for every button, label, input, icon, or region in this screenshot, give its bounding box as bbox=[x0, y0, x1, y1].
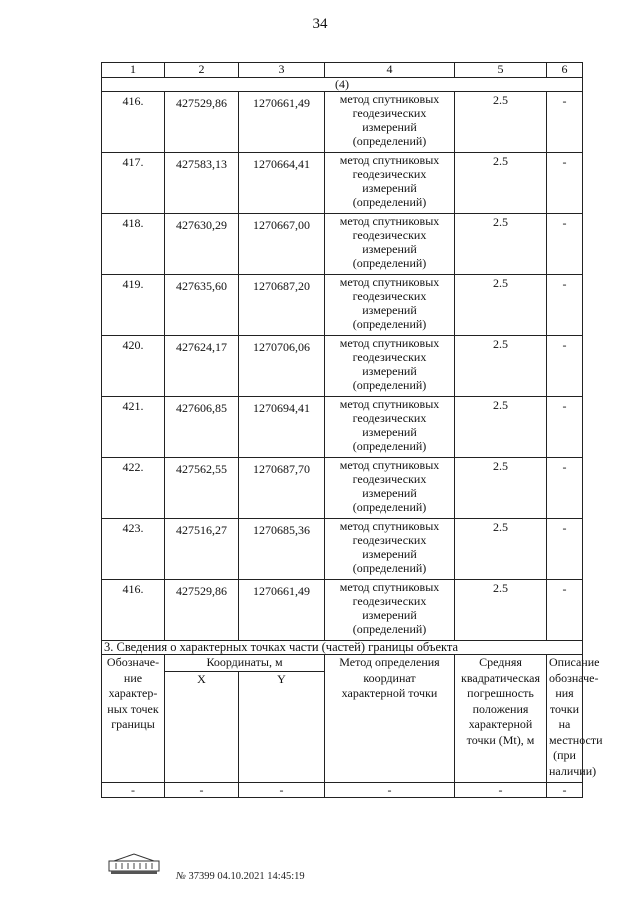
coord-x: 427635,60 bbox=[165, 275, 239, 336]
header-description-line: ния точки bbox=[549, 686, 580, 716]
table-row bbox=[102, 397, 583, 458]
method-cell bbox=[325, 336, 455, 397]
method-cell-line: геодезических bbox=[352, 106, 427, 120]
method-cell-line: измерений bbox=[362, 181, 417, 195]
error-value: 2.5 bbox=[455, 458, 547, 519]
method-cell-line: геодезических bbox=[352, 533, 427, 547]
coord-y: 1270685,36 bbox=[239, 519, 325, 580]
header-description-line: Описание bbox=[549, 655, 600, 669]
method-cell-line: геодезических bbox=[352, 167, 427, 181]
method-cell bbox=[325, 458, 455, 519]
col-number-4: 4 bbox=[325, 63, 455, 78]
method-cell-line: измерений bbox=[362, 242, 417, 256]
error-value: 2.5 bbox=[455, 153, 547, 214]
header-designation-line: границы bbox=[111, 717, 155, 731]
page-number: 34 bbox=[312, 16, 328, 32]
method-cell-line: (определений) bbox=[352, 500, 427, 514]
coord-x: 427630,29 bbox=[165, 214, 239, 275]
empty-cell: - bbox=[239, 782, 325, 797]
section-title: 3. Сведения о характерных точках части (частей) границы объекта bbox=[102, 641, 583, 655]
coord-y: 1270664,41 bbox=[239, 153, 325, 214]
method-cell-line: (определений) bbox=[352, 561, 427, 575]
column-number-row bbox=[102, 63, 583, 78]
method-cell-line: метод спутниковых bbox=[339, 336, 440, 350]
header-designation-line: ние bbox=[123, 670, 143, 685]
document-stamp-line bbox=[176, 871, 305, 882]
table-row bbox=[102, 92, 583, 153]
empty-cell: - bbox=[325, 782, 455, 797]
empty-cell: - bbox=[455, 782, 547, 797]
description-value: - bbox=[547, 519, 583, 580]
coord-y: 1270694,41 bbox=[239, 397, 325, 458]
method-cell bbox=[325, 519, 455, 580]
coord-x: 427583,13 bbox=[165, 153, 239, 214]
coord-y: 1270687,20 bbox=[239, 275, 325, 336]
point-number: 418. bbox=[102, 214, 165, 275]
method-cell-line: (определений) bbox=[352, 378, 427, 392]
method-cell-line: метод спутниковых bbox=[339, 153, 440, 167]
doc-number: 37399 bbox=[188, 871, 215, 882]
sub-header-row bbox=[102, 78, 583, 92]
header-error-line: характерной bbox=[468, 717, 533, 731]
method-cell-line: (определений) bbox=[352, 134, 427, 148]
number-sign: № bbox=[176, 871, 186, 882]
method-cell-line: измерений bbox=[362, 486, 417, 500]
point-number: 416. bbox=[102, 580, 165, 641]
description-value: - bbox=[547, 336, 583, 397]
method-cell-line: геодезических bbox=[352, 594, 427, 608]
header-error-line: положения bbox=[472, 701, 529, 716]
point-number: 417. bbox=[102, 153, 165, 214]
description-value: - bbox=[547, 92, 583, 153]
method-cell-line: (определений) bbox=[352, 195, 427, 209]
method-cell-line: геодезических bbox=[352, 411, 427, 425]
method-cell-line: измерений bbox=[362, 425, 417, 439]
header-designation-line: характер- bbox=[108, 686, 158, 700]
coord-x: 427606,85 bbox=[165, 397, 239, 458]
header-description-line: наличии) bbox=[549, 763, 597, 778]
sub-header: (4) bbox=[102, 78, 583, 92]
section-title-row bbox=[102, 641, 583, 655]
header-coord-x: X bbox=[165, 671, 239, 782]
method-cell-line: геодезических bbox=[352, 289, 427, 303]
method-cell-line: измерений bbox=[362, 120, 417, 134]
point-number: 419. bbox=[102, 275, 165, 336]
table-row bbox=[102, 275, 583, 336]
method-cell-line: метод спутниковых bbox=[339, 458, 440, 472]
header-coord-y: Y bbox=[239, 671, 325, 782]
header-description-line: на bbox=[558, 717, 571, 731]
coord-x: 427624,17 bbox=[165, 336, 239, 397]
coord-x: 427562,55 bbox=[165, 458, 239, 519]
col-number-2: 2 bbox=[165, 63, 239, 78]
empty-cell: - bbox=[165, 782, 239, 797]
header-description bbox=[547, 655, 603, 783]
error-value: 2.5 bbox=[455, 397, 547, 458]
header-error-line: погрешность bbox=[467, 686, 534, 700]
table-row bbox=[102, 336, 583, 397]
table-row bbox=[102, 458, 583, 519]
table-row bbox=[102, 580, 583, 641]
method-cell-line: метод спутниковых bbox=[339, 519, 440, 533]
method-cell bbox=[325, 580, 455, 641]
header-description-line: местности bbox=[549, 732, 603, 747]
description-value: - bbox=[547, 458, 583, 519]
office-stamp-icon bbox=[108, 852, 160, 874]
header-error-line: Средняя bbox=[479, 655, 522, 669]
method-cell-line: метод спутниковых bbox=[339, 92, 440, 106]
point-number: 421. bbox=[102, 397, 165, 458]
header-description-line: обозначе- bbox=[549, 670, 599, 685]
method-cell-line: (определений) bbox=[352, 622, 427, 636]
col-number-5: 5 bbox=[455, 63, 547, 78]
coord-y: 1270661,49 bbox=[239, 580, 325, 641]
point-number: 422. bbox=[102, 458, 165, 519]
method-cell-line: измерений bbox=[362, 303, 417, 317]
method-cell-line: (определений) bbox=[352, 256, 427, 270]
method-cell-line: геодезических bbox=[352, 350, 427, 364]
header-method bbox=[325, 655, 455, 783]
coord-y: 1270687,70 bbox=[239, 458, 325, 519]
header-method-line: характерной точки bbox=[341, 686, 438, 700]
description-value: - bbox=[547, 214, 583, 275]
method-cell bbox=[325, 214, 455, 275]
header-designation-line: Обозначе- bbox=[106, 655, 160, 669]
coord-x: 427529,86 bbox=[165, 580, 239, 641]
coord-y: 1270667,00 bbox=[239, 214, 325, 275]
header-error-line: квадратическая bbox=[461, 670, 540, 685]
method-cell bbox=[325, 275, 455, 336]
coord-y: 1270661,49 bbox=[239, 92, 325, 153]
description-value: - bbox=[547, 275, 583, 336]
coord-x: 427516,27 bbox=[165, 519, 239, 580]
col-number-6: 6 bbox=[547, 63, 583, 78]
description-value: - bbox=[547, 397, 583, 458]
header-designation-line: ных точек bbox=[107, 701, 159, 716]
table-row bbox=[102, 519, 583, 580]
header-error bbox=[455, 655, 547, 783]
method-cell-line: (определений) bbox=[352, 317, 427, 331]
method-cell-line: метод спутниковых bbox=[339, 214, 440, 228]
empty-cell: - bbox=[102, 782, 165, 797]
empty-row bbox=[102, 782, 583, 797]
method-cell-line: измерений bbox=[362, 608, 417, 622]
description-value: - bbox=[547, 153, 583, 214]
point-number: 416. bbox=[102, 92, 165, 153]
col-number-1: 1 bbox=[102, 63, 165, 78]
point-number: 423. bbox=[102, 519, 165, 580]
header-method-line: Метод определения bbox=[339, 655, 440, 669]
header-description-line: (при bbox=[553, 748, 576, 762]
header-designation bbox=[102, 655, 165, 783]
method-cell bbox=[325, 92, 455, 153]
error-value: 2.5 bbox=[455, 275, 547, 336]
coordinates-table bbox=[101, 62, 603, 798]
error-value: 2.5 bbox=[455, 92, 547, 153]
header-method-line: координат bbox=[363, 670, 416, 685]
error-value: 2.5 bbox=[455, 580, 547, 641]
method-cell-line: метод спутниковых bbox=[339, 275, 440, 289]
table-row bbox=[102, 153, 583, 214]
error-value: 2.5 bbox=[455, 214, 547, 275]
method-cell-line: измерений bbox=[362, 547, 417, 561]
empty-cell: - bbox=[547, 782, 583, 797]
point-number: 420. bbox=[102, 336, 165, 397]
method-cell bbox=[325, 397, 455, 458]
method-cell-line: геодезических bbox=[352, 472, 427, 486]
method-cell-line: геодезических bbox=[352, 228, 427, 242]
method-cell-line: измерений bbox=[362, 364, 417, 378]
table-row bbox=[102, 214, 583, 275]
doc-datetime: 04.10.2021 14:45:19 bbox=[217, 871, 305, 882]
method-cell-line: метод спутниковых bbox=[339, 580, 440, 594]
coord-x: 427529,86 bbox=[165, 92, 239, 153]
coord-y: 1270706,06 bbox=[239, 336, 325, 397]
header-coordinates: Координаты, м bbox=[165, 655, 325, 672]
description-value: - bbox=[547, 580, 583, 641]
method-cell bbox=[325, 153, 455, 214]
error-value: 2.5 bbox=[455, 336, 547, 397]
col-number-3: 3 bbox=[239, 63, 325, 78]
section-header-row bbox=[102, 655, 583, 672]
error-value: 2.5 bbox=[455, 519, 547, 580]
method-cell-line: метод спутниковых bbox=[339, 397, 440, 411]
method-cell-line: (определений) bbox=[352, 439, 427, 453]
header-error-line: точки (Mt), м bbox=[466, 732, 535, 747]
